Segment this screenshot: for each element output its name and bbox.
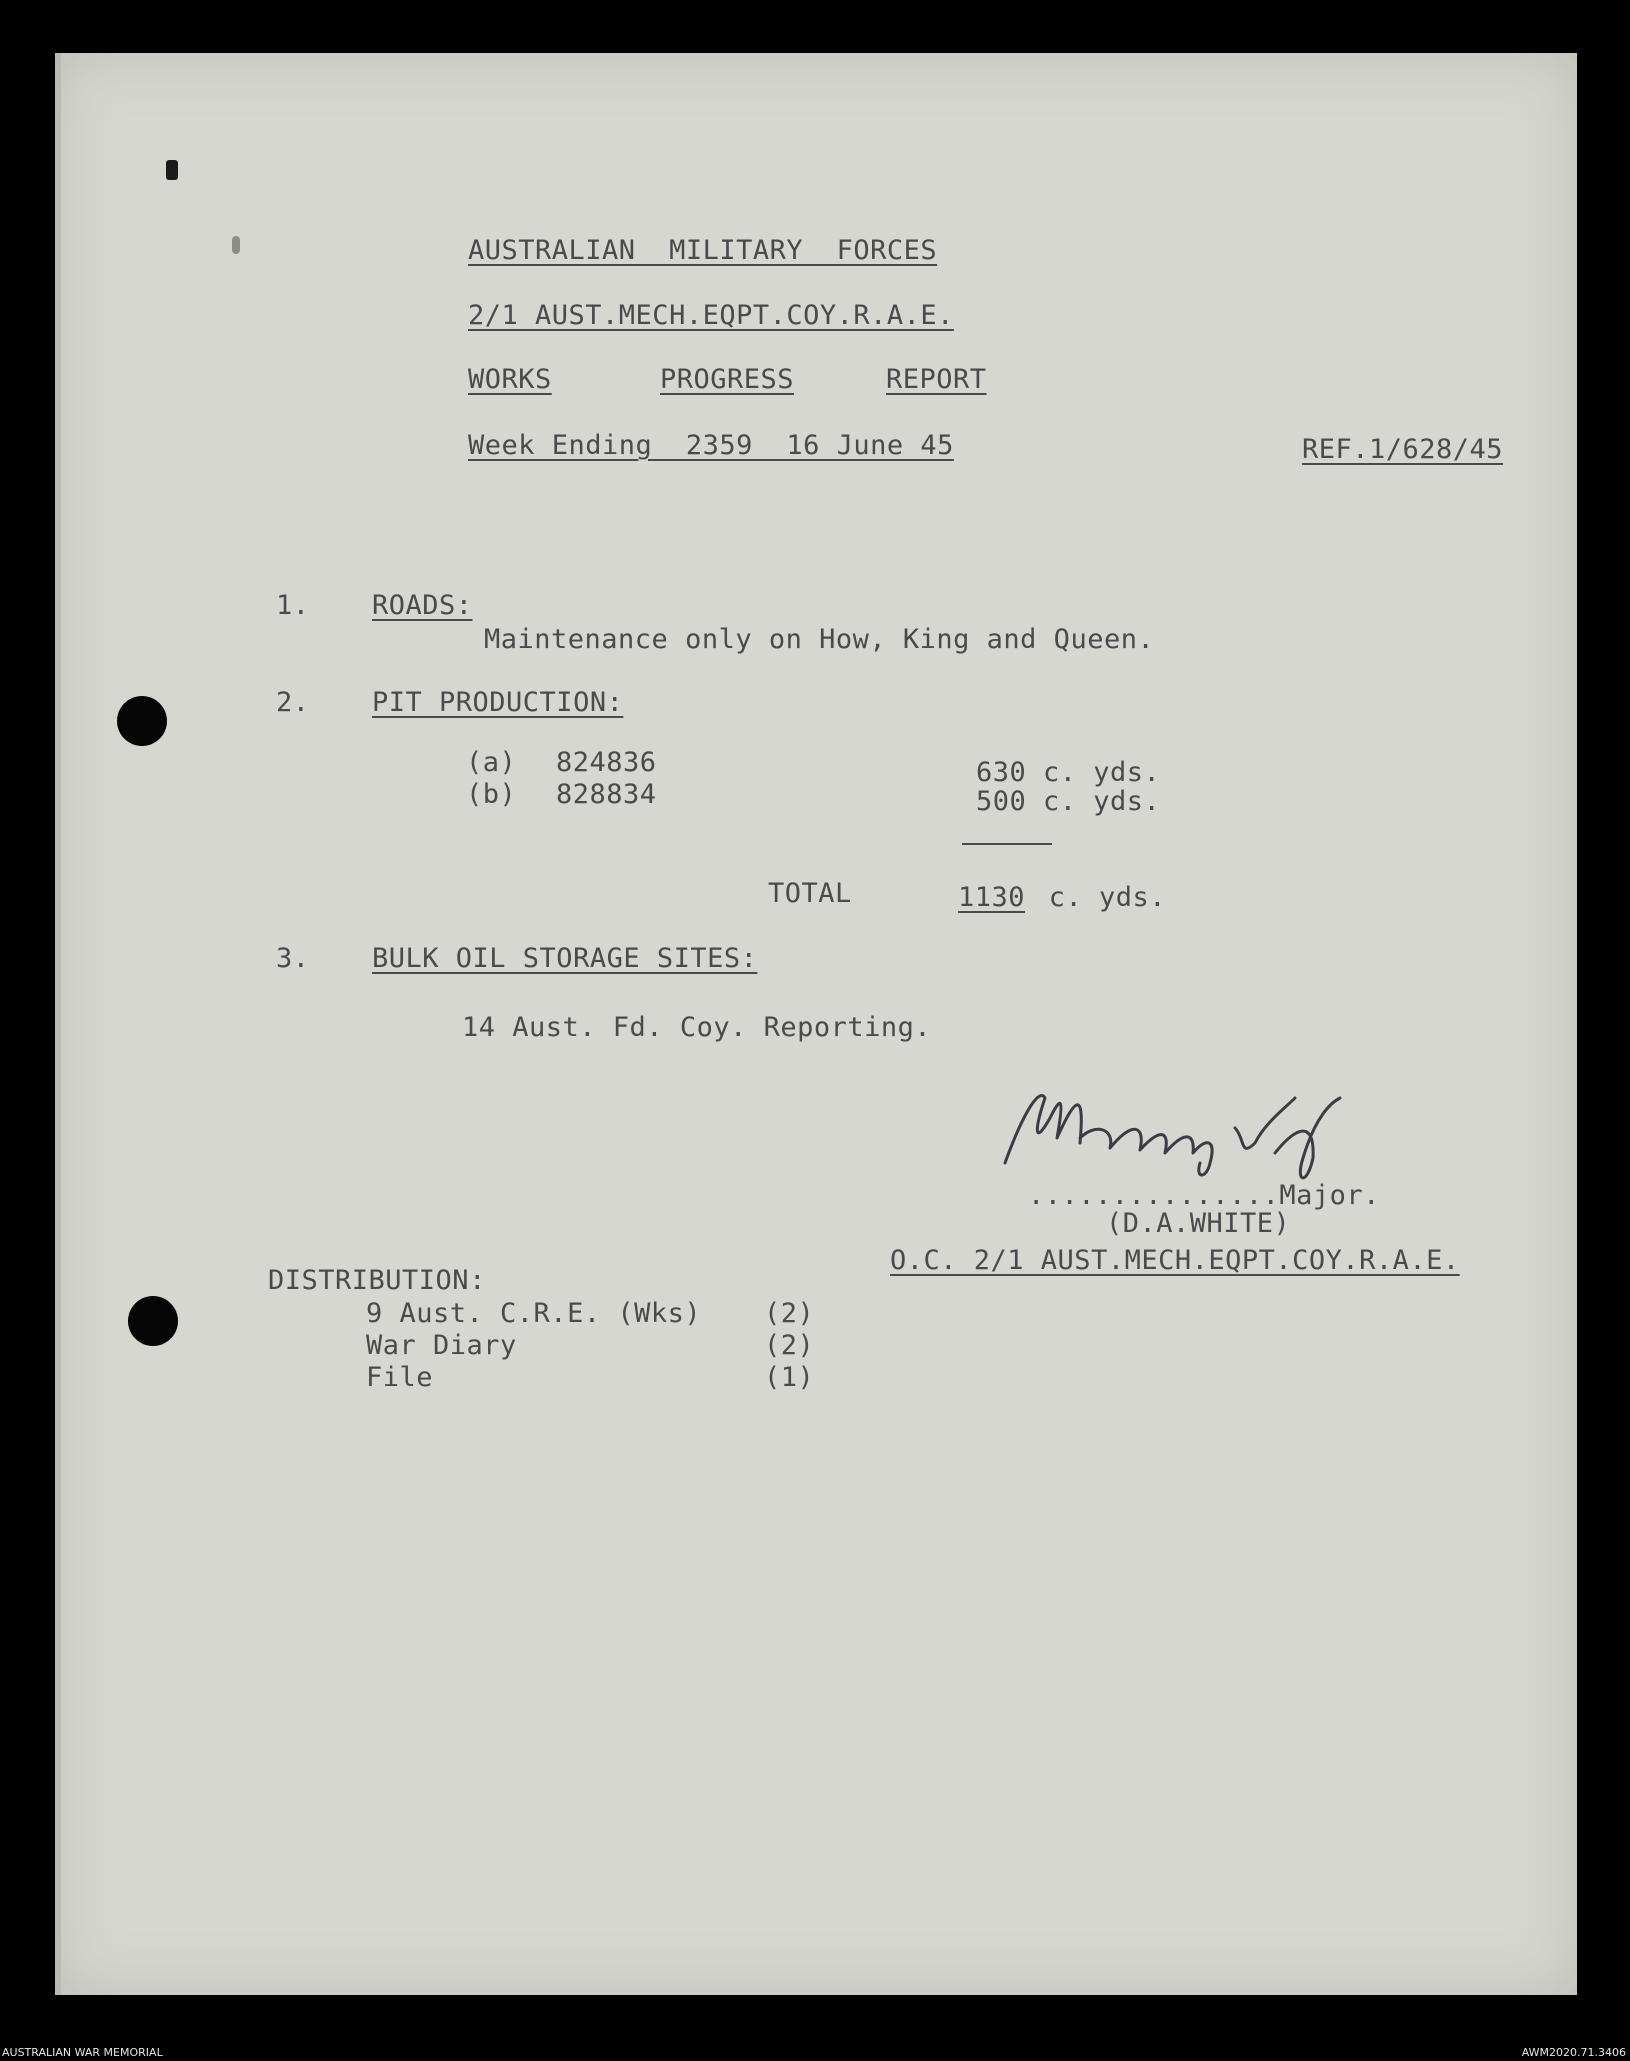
row-a-code: 824836 (556, 747, 657, 778)
staple-tear (166, 160, 178, 180)
total-label: TOTAL (768, 878, 852, 909)
distribution-copies-2: (2) (764, 1330, 815, 1361)
header-line-3-progress: PROGRESS (660, 364, 795, 395)
distribution-recipient-1: 9 Aust. C.R.E. (Wks) (366, 1298, 702, 1329)
handwritten-signature (995, 1068, 1395, 1188)
header-line-4: Week Ending 2359 16 June 45 (468, 430, 954, 461)
distribution-recipient-3: File (366, 1362, 434, 1393)
item-1-number: 1. (276, 590, 310, 621)
signatory-name: (D.A.WHITE) (1106, 1208, 1291, 1239)
total-unit: c. yds. (1032, 882, 1167, 913)
item-3-heading: BULK OIL STORAGE SITES: (372, 943, 758, 974)
row-b-qty: 500 c. yds. (976, 786, 1161, 817)
punch-hole-top (117, 696, 167, 746)
page-edge (55, 53, 61, 1995)
header-line-1: AUSTRALIAN MILITARY FORCES (468, 235, 938, 266)
row-a-qty: 630 c. yds. (976, 757, 1161, 788)
total-value: 1130 (958, 882, 1026, 913)
signatory-title: O.C. 2/1 AUST.MECH.EQPT.COY.R.A.E. (890, 1245, 1460, 1276)
item-1-heading: ROADS: (372, 590, 473, 621)
row-b-label: (b) (466, 779, 517, 810)
archive-credit: AUSTRALIAN WAR MEMORIAL (2, 2046, 163, 2059)
archive-reference: AWM2020.71.3406 (1521, 2046, 1626, 2059)
reference-number: REF.1/628/45 (1302, 434, 1504, 465)
header-line-3-works: WORKS (468, 364, 552, 395)
header-line-2: 2/1 AUST.MECH.EQPT.COY.R.A.E. (468, 300, 954, 331)
staple-tear-2 (232, 236, 240, 254)
item-3-number: 3. (276, 943, 310, 974)
distribution-recipient-2: War Diary (366, 1330, 517, 1361)
item-1-text: Maintenance only on How, King and Queen. (484, 624, 1155, 655)
row-b-code: 828834 (556, 779, 657, 810)
item-2-number: 2. (276, 687, 310, 718)
punch-hole-bottom (128, 1296, 178, 1346)
distribution-heading: DISTRIBUTION: (268, 1265, 486, 1296)
distribution-copies-3: (1) (764, 1362, 815, 1393)
item-3-text: 14 Aust. Fd. Coy. Reporting. (462, 1012, 932, 1043)
item-2-heading: PIT PRODUCTION: (372, 687, 624, 718)
distribution-copies-1: (2) (764, 1298, 815, 1329)
signature-dots-line: ...............Major. (1028, 1180, 1380, 1211)
sum-rule (962, 843, 1052, 845)
header-line-3-report: REPORT (886, 364, 987, 395)
row-a-label: (a) (466, 747, 517, 778)
